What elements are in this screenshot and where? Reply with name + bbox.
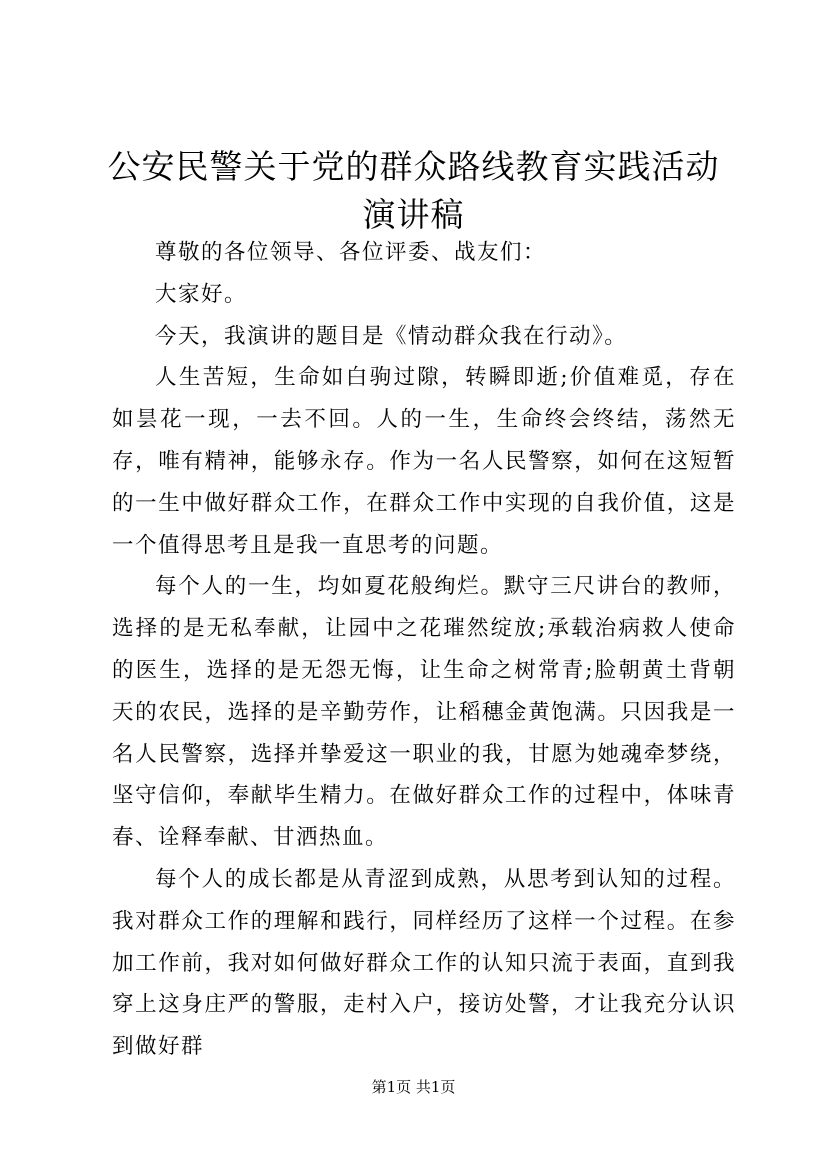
- paragraph-life: 人生苦短，生命如白驹过隙，转瞬即逝;价值难觅，存在如昙花一现，一去不回。人的一生，生命终会终结，荡然无存，唯有精神，能够永存。作为一名人民警察，如何在这短暂的一生中做好群众工作，在群众工作中实现的自我价值，这是一个值得思考且是我一直思考的问题。: [112, 365, 736, 558]
- paragraph-topic: 今天，我演讲的题目是《情动群众我在行动》。: [155, 323, 628, 349]
- paragraph-career-choice: 每个人的一生，均如夏花般绚烂。默守三尺讲台的教师，选择的是无私奉献，让园中之花璀然绽放;承载治病救人使命的医生，选择的是无怨无悔，让生命之树常青;脸朝黄土背朝天的农民，选择的是辛勤劳作，让稻穗金黄饱满。只因我是一名人民警察，选择并挚爱这一职业的我，甘愿为她魂牵梦绕，坚守信仰，奉献毕生精力。在做好群众工作的过程中，体味青春、诠释奉献、甘洒热血。: [112, 574, 736, 851]
- document-title: 公安民警关于党的群众路线教育实践活动演讲稿: [107, 147, 720, 234]
- paragraph-growth: 每个人的成长都是从青涩到成熟，从思考到认知的过程。我对群众工作的理解和践行，同样经历了这样一个过程。在参加工作前，我对如何做好群众工作的认知只流于表面，直到我穿上这身庄严的警服，走村入户，接访处警，才让我充分认识到做好群: [112, 866, 736, 1060]
- paragraph-greeting: 大家好。: [155, 281, 248, 307]
- page-footer: 第1页 共1页: [371, 1078, 456, 1096]
- document-body: [112, 232, 736, 1068]
- paragraph-salutation: 尊敬的各位领导、各位评委、战友们：: [155, 240, 547, 265]
